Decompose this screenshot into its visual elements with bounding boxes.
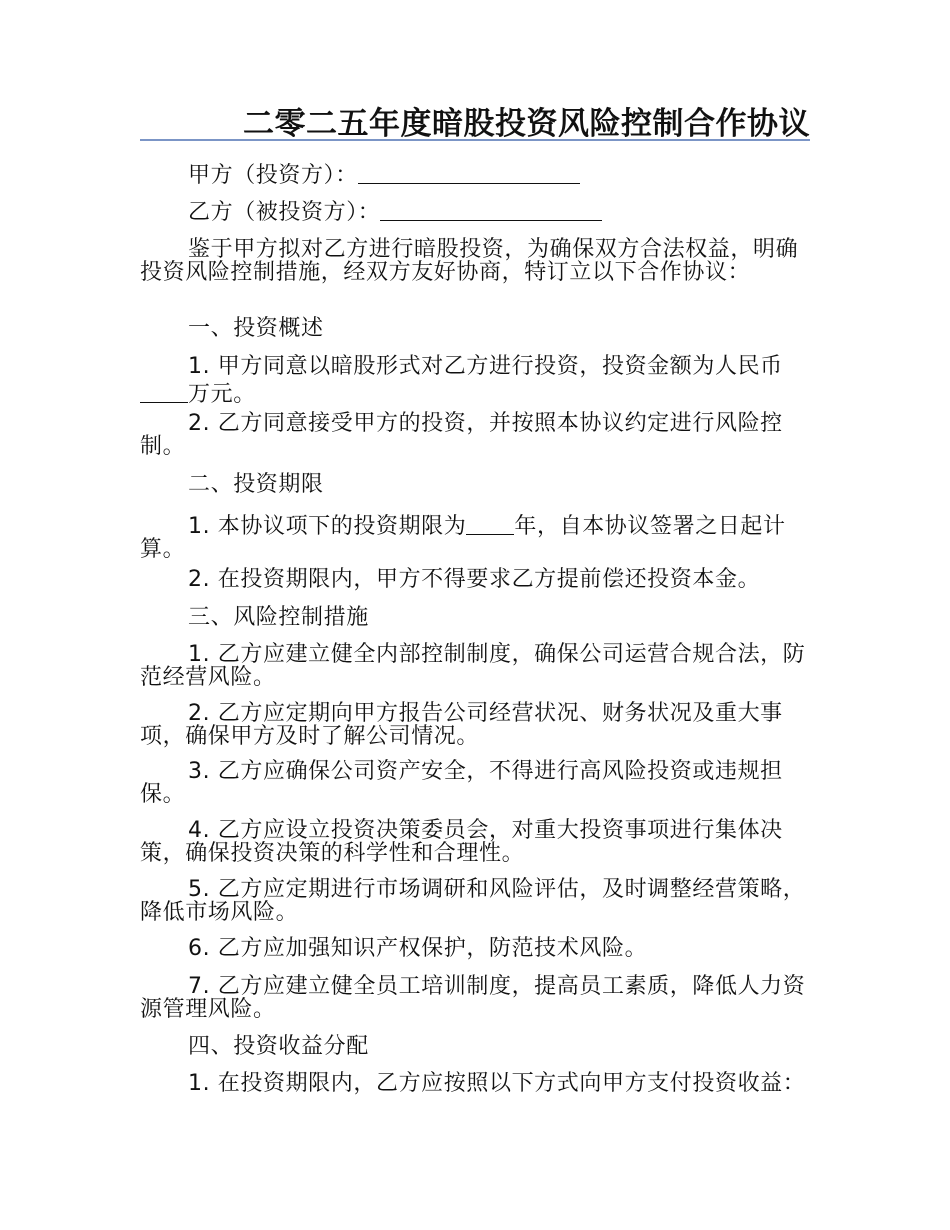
- clause: 1. 乙方应建立健全内部控制制度，确保公司运营合规合法，防范经营风险。: [140, 642, 806, 690]
- party-a-blank[interactable]: [358, 159, 580, 184]
- clause: 1. 本协议项下的投资期限为 年，自本协议签署之日起计算。: [140, 510, 812, 561]
- party-a-line: [140, 159, 812, 191]
- section-heading: 三、风险控制措施: [188, 605, 369, 630]
- clause: 3. 乙方应确保公司资产安全，不得进行高风险投资或违规担保。: [140, 759, 783, 807]
- party-a-label: 甲方（投资方）：: [188, 163, 358, 188]
- clause: 5. 乙方应定期进行市场调研和风险评估，及时调整经营策略，降低市场风险。: [140, 877, 806, 925]
- clause: 4. 乙方应设立投资决策委员会，对重大投资事项进行集体决策，确保投资决策的科学性和合理性。: [140, 818, 783, 866]
- party-b-label: 乙方（被投资方）：: [188, 200, 381, 225]
- term-years-blank[interactable]: [466, 510, 514, 535]
- section-heading: 一、投资概述: [188, 316, 324, 341]
- section-heading: 四、投资收益分配: [188, 1034, 369, 1059]
- clause: 6. 乙方应加强知识产权保护，防范技术风险。: [188, 936, 648, 961]
- clause: 1. 在投资期限内，乙方应按照以下方式向甲方支付投资收益：: [188, 1071, 806, 1096]
- clause: 7. 乙方应建立健全员工培训制度，提高员工素质，降低人力资源管理风险。: [140, 974, 806, 1022]
- section-heading: 二、投资期限: [188, 472, 324, 497]
- preamble: 鉴于甲方拟对乙方进行暗股投资，为确保双方合法权益，明确投资风险控制措施，经双方友好协商，特订立以下合作协议：: [140, 237, 799, 285]
- party-b-line: [140, 196, 812, 228]
- document-title: 二零二五年度暗股投资风险控制合作协议: [243, 106, 810, 142]
- clause: 2. 乙方应定期向甲方报告公司经营状况、财务状况及重大事项，确保甲方及时了解公司情况。: [140, 701, 783, 749]
- amount-blank[interactable]: [140, 378, 188, 403]
- clause: 2. 乙方同意接受甲方的投资，并按照本协议约定进行风险控制。: [140, 411, 783, 459]
- title-underline: [140, 139, 810, 141]
- clause: 1. 甲方同意以暗股形式对乙方进行投资，投资金额为人民币万元。: [140, 355, 812, 406]
- party-b-blank[interactable]: [380, 196, 602, 221]
- clause: 2. 在投资期限内，甲方不得要求乙方提前偿还投资本金。: [188, 567, 761, 592]
